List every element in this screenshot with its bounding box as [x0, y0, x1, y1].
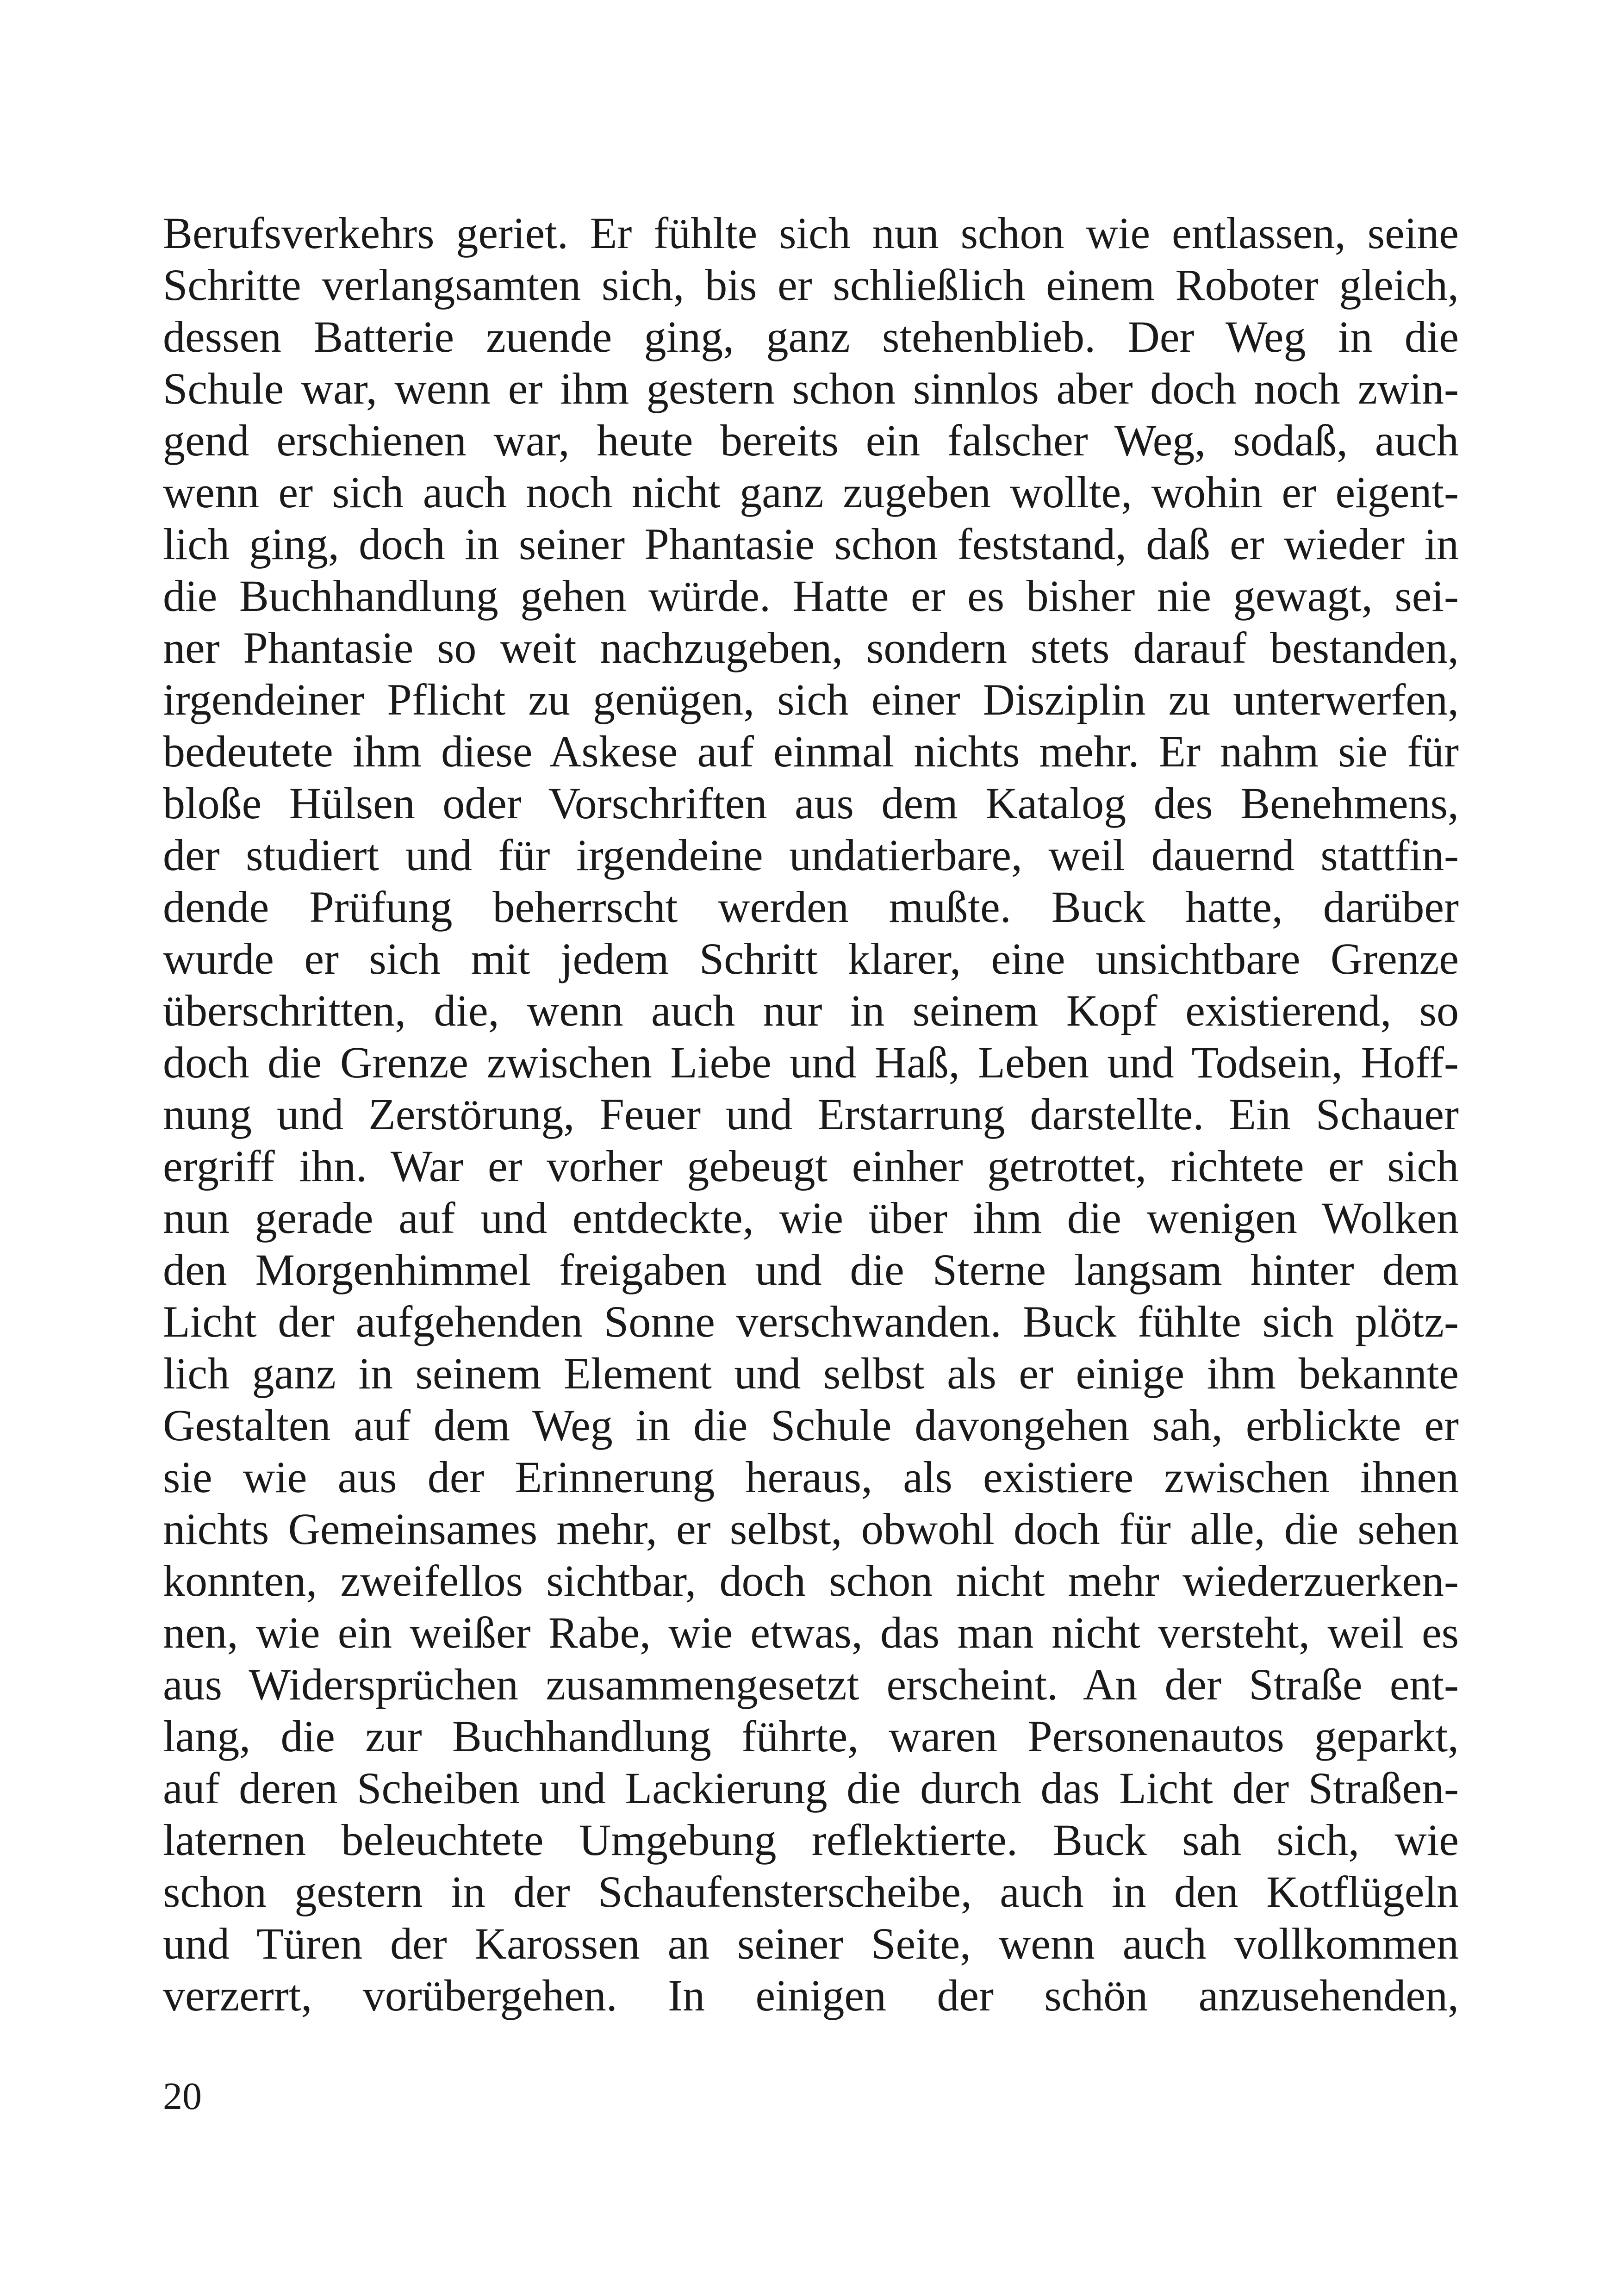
text-line: und Türen der Karossen an seiner Seite, wenn auch vollkommen: [163, 1919, 1459, 1968]
text-line: bedeutete ihm diese Askese auf einmal nichts mehr. Er nahm sie für: [163, 727, 1459, 776]
text-line: ergriff ihn. War er vorher gebeugt einher getrottet, richtete er sich: [163, 1141, 1459, 1191]
text-line: Licht der aufgehenden Sonne verschwanden. Buck fühlte sich plötz-: [163, 1297, 1459, 1346]
page-number: 20: [163, 2075, 202, 2118]
text-line: Gestalten auf dem Weg in die Schule davongehen sah, erblickte er: [163, 1400, 1459, 1450]
text-line: dessen Batterie zuende ging, ganz stehenblieb. Der Weg in die: [163, 312, 1459, 361]
text-line: lang, die zur Buchhandlung führte, waren Personenautos geparkt,: [163, 1711, 1459, 1761]
text-line: irgendeiner Pflicht zu genügen, sich einer Disziplin zu unterwerfen,: [163, 675, 1459, 724]
text-line: sie wie aus der Erinnerung heraus, als existiere zwischen ihnen: [163, 1452, 1459, 1502]
text-line: Berufsverkehrs geriet. Er fühlte sich nun schon wie entlassen, seine: [163, 208, 1459, 258]
text-line: schon gestern in der Schaufensterscheibe, auch in den Kotflügeln: [163, 1867, 1459, 1916]
text-line: der studiert und für irgendeine undatierbare, weil dauernd stattfin-: [163, 830, 1459, 880]
body-text: [163, 207, 1459, 2022]
text-line: den Morgenhimmel freigaben und die Sterne langsam hinter dem: [163, 1245, 1459, 1294]
text-line: konnten, zweifellos sichtbar, doch schon nicht mehr wiederzuerken-: [163, 1556, 1459, 1605]
text-line: dende Prüfung beherrscht werden mußte. Buck hatte, darüber: [163, 882, 1459, 932]
text-line: die Buchhandlung gehen würde. Hatte er es bisher nie gewagt, sei-: [163, 571, 1459, 621]
text-line: wurde er sich mit jedem Schritt klarer, eine unsichtbare Grenze: [163, 934, 1459, 983]
text-line: laternen beleuchtete Umgebung reflektierte. Buck sah sich, wie: [163, 1815, 1459, 1865]
text-line: lich ging, doch in seiner Phantasie schon feststand, daß er wieder in: [163, 519, 1459, 569]
text-line: Schule war, wenn er ihm gestern schon sinnlos aber doch noch zwin-: [163, 364, 1459, 413]
text-line: verzerrt, vorübergehen. In einigen der schön anzusehenden,: [163, 1971, 1459, 2020]
text-line: nung und Zerstörung, Feuer und Erstarrung darstellte. Ein Schauer: [163, 1089, 1459, 1139]
text-line: auf deren Scheiben und Lackierung die durch das Licht der Straßen-: [163, 1763, 1459, 1813]
text-line: doch die Grenze zwischen Liebe und Haß, Leben und Todsein, Hoff-: [163, 1038, 1459, 1087]
text-line: aus Widersprüchen zusammengesetzt erscheint. An der Straße ent-: [163, 1660, 1459, 1709]
text-line: nen, wie ein weißer Rabe, wie etwas, das man nicht versteht, weil es: [163, 1608, 1459, 1657]
text-line: überschritten, die, wenn auch nur in seinem Kopf existierend, so: [163, 986, 1459, 1035]
text-line: bloße Hülsen oder Vorschriften aus dem Katalog des Benehmens,: [163, 778, 1459, 828]
text-line: ner Phantasie so weit nachzugeben, sondern stets darauf bestanden,: [163, 623, 1459, 672]
text-line: nun gerade auf und entdeckte, wie über ihm die wenigen Wolken: [163, 1193, 1459, 1243]
text-line: Schritte verlangsamten sich, bis er schließlich einem Roboter gleich,: [163, 260, 1459, 310]
text-line: wenn er sich auch noch nicht ganz zugeben wollte, wohin er eigent-: [163, 467, 1459, 517]
text-line: lich ganz in seinem Element und selbst als er einige ihm bekannte: [163, 1349, 1459, 1398]
text-line: nichts Gemeinsames mehr, er selbst, obwohl doch für alle, die sehen: [163, 1504, 1459, 1554]
text-line: gend erschienen war, heute bereits ein falscher Weg, sodaß, auch: [163, 416, 1459, 465]
